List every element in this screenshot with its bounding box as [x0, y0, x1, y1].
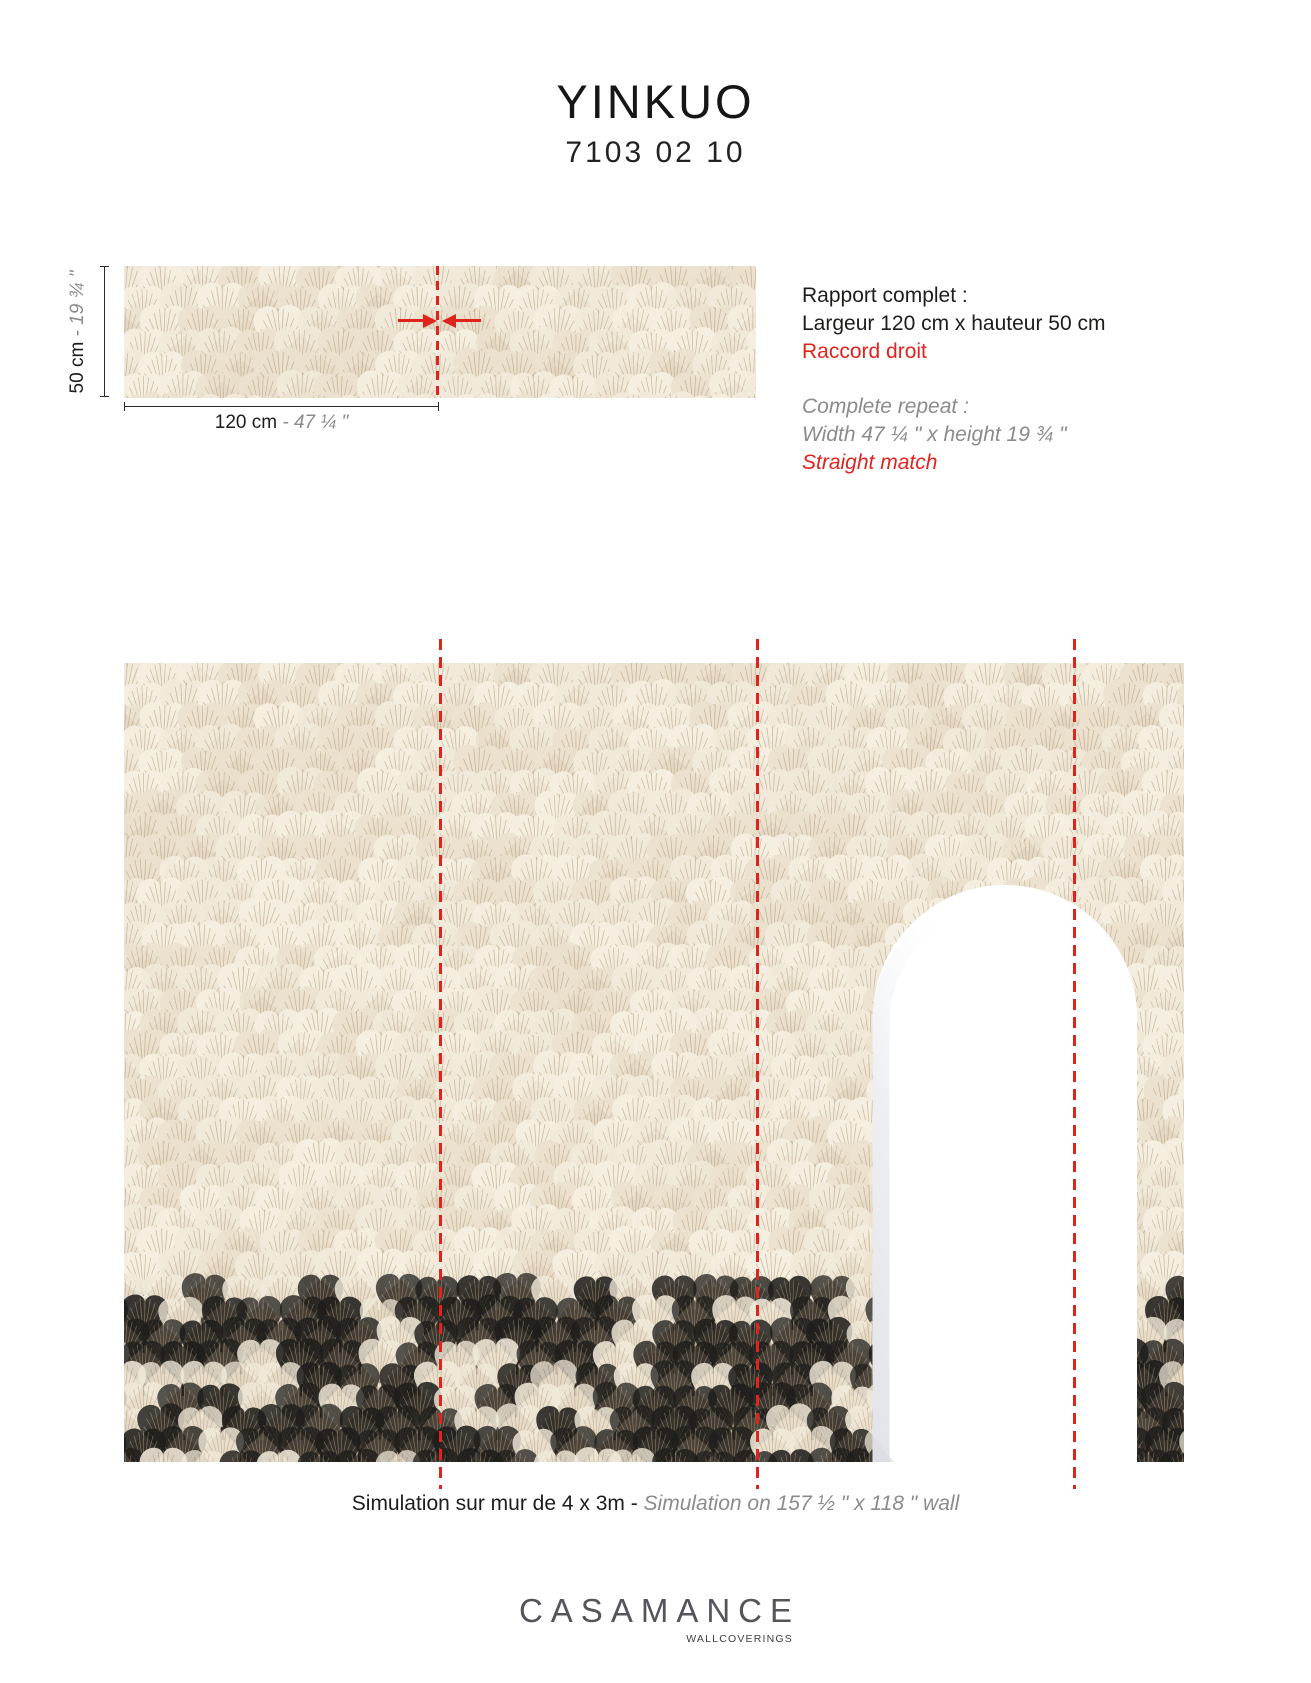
brand-tagline: WALLCOVERINGS	[686, 1633, 794, 1645]
width-label-cm: 120 cm	[214, 412, 278, 433]
height-dimension-line	[104, 266, 105, 397]
width-dimension-tick-left	[124, 402, 125, 411]
product-reference: 7103 02 10	[565, 136, 746, 169]
repeat-arrow-left-shaft	[455, 319, 481, 322]
brand-block	[0, 1592, 1311, 1647]
repeat-info-fr-size: Largeur 120 cm x hauteur 50 cm	[802, 312, 1106, 335]
repeat-info-fr-match: Raccord droit	[802, 340, 927, 363]
width-dimension-label	[124, 412, 439, 434]
panel-seam-line-3	[1073, 639, 1076, 1489]
repeat-swatch-pattern	[124, 266, 756, 398]
height-label-inches: - 19 ¾ "	[67, 270, 88, 337]
simulation-caption-fr: Simulation sur mur de 4 x 3m -	[351, 1492, 644, 1515]
repeat-arrow-right-icon	[423, 314, 437, 328]
width-dimension-line	[124, 406, 439, 407]
repeat-info-fr-title: Rapport complet :	[802, 284, 968, 307]
height-dimension-label	[67, 232, 91, 432]
simulation-caption-en: Simulation on 157 ½ " x 118 " wall	[643, 1492, 960, 1515]
height-dimension-tick-bottom	[100, 396, 109, 397]
repeat-info-en-size: Width 47 ¼ " x height 19 ¾ "	[802, 423, 1067, 446]
width-dimension-tick-right	[438, 402, 439, 411]
simulation-caption	[0, 1492, 1311, 1516]
brand-logo: CASAMANCE	[518, 1592, 801, 1629]
repeat-arrow-left-icon	[442, 314, 456, 328]
width-label-inches: - 47 ¼ "	[282, 412, 349, 433]
panel-seam-line-1	[439, 639, 442, 1489]
spacer	[802, 366, 1106, 393]
height-label-cm: 50 cm	[67, 341, 88, 394]
page-title: YINKUO	[556, 75, 755, 128]
repeat-info-en-match: Straight match	[802, 451, 938, 474]
repeat-seam-line	[436, 266, 439, 398]
repeat-info-block	[802, 282, 1106, 477]
height-dimension-tick-top	[100, 266, 109, 267]
repeat-info-en-title: Complete repeat :	[802, 395, 969, 418]
panel-seam-line-2	[756, 639, 759, 1489]
wall-simulation	[124, 663, 1184, 1462]
repeat-arrow-right-shaft	[398, 319, 424, 322]
